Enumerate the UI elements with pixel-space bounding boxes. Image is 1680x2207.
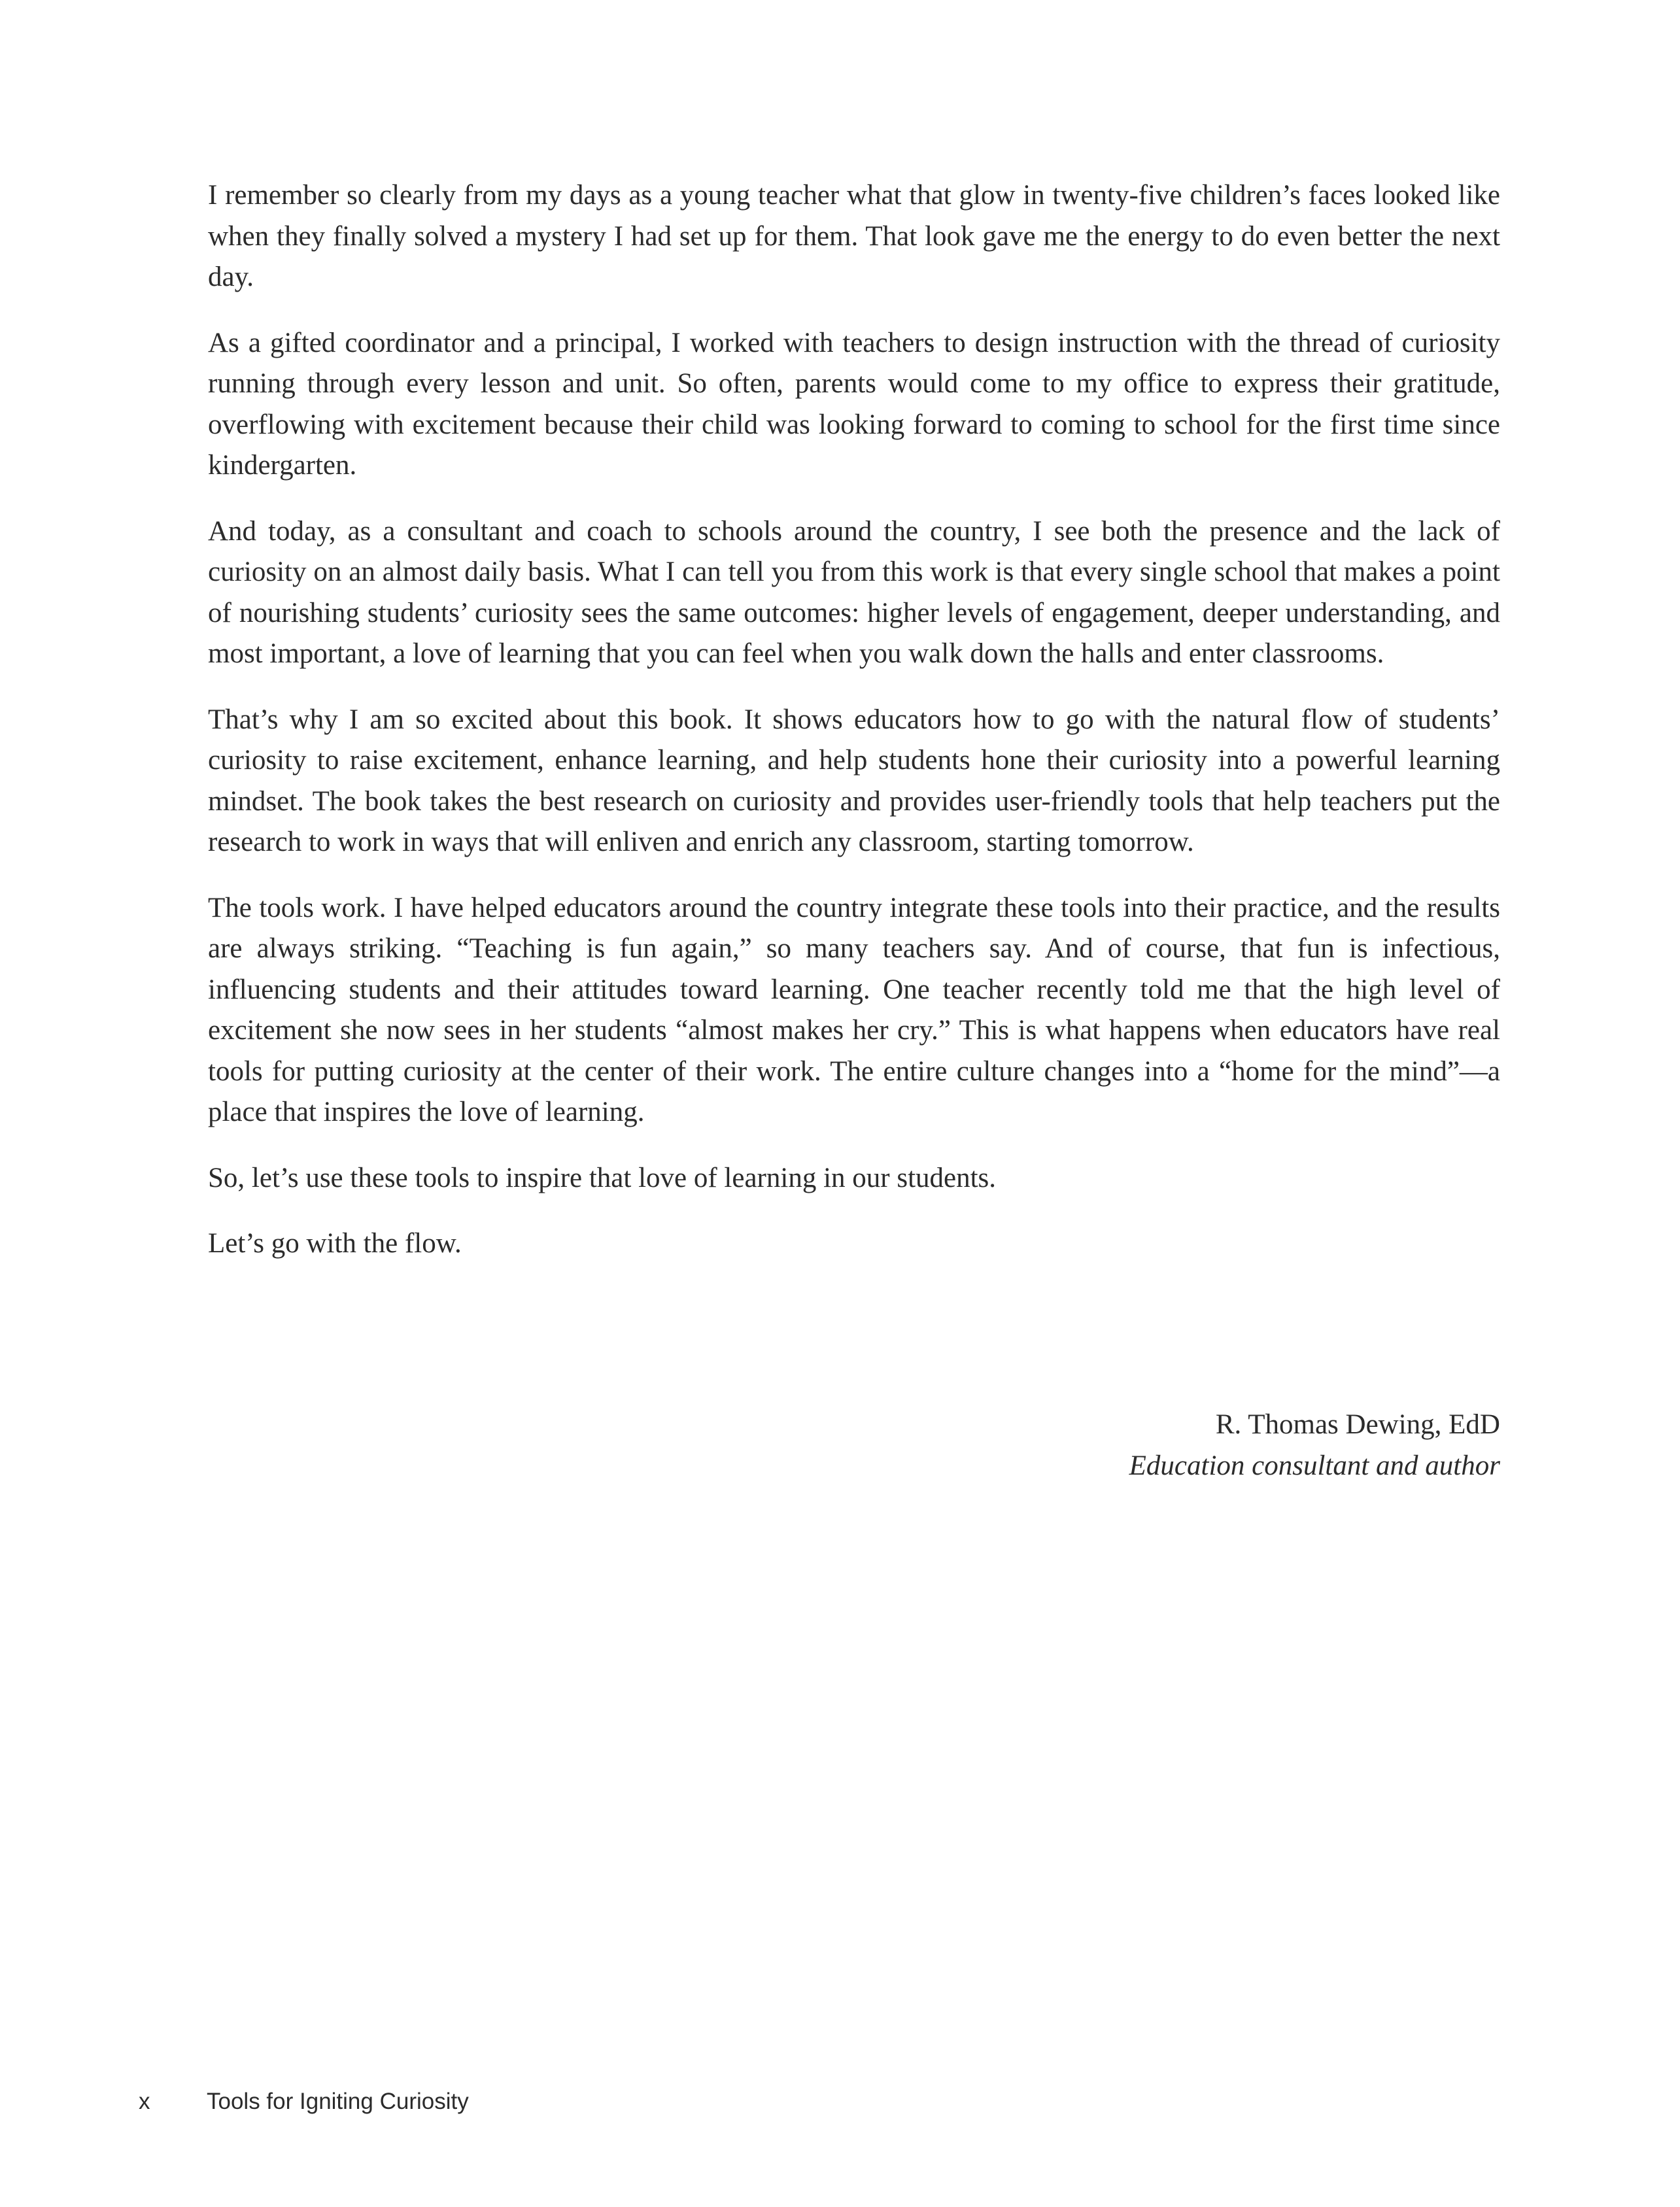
paragraph: As a gifted coordinator and a principal, I worked with teachers to design instruction with the thread of curiosity running through every lesson and unit. So often, parents would come to my office to express their gratitude, overflowing with excitement because their child was looking forward to coming to school for the first time since kindergarten. (208, 327, 1500, 481)
signature-block (650, 1405, 1500, 1486)
paragraph: The tools work. I have helped educators around the country integrate these tools into their practice, and the results are always striking. “Teaching is fun again,” so many teachers say. And of course, that fun is infectious, influencing students and their attitudes toward learning. One teacher recently told me that the high level of excitement she now sees in her students “almost makes her cry.” This is what happens when educators have real tools for putting curiosity at the center of their work. The entire culture changes into a “home for the mind”—a place that inspires the love of learning. (208, 892, 1500, 1127)
paragraph: That’s why I am so excited about this book. It shows educators how to go with the natural flow of students’ curiosity to raise excitement, enhance learning, and help students hone their curiosity into a powerful learning mindset. The book takes the best research on curiosity and provides user-friendly tools that help teachers put the research to work in ways that will enliven and enrich any classroom, starting tomorrow. (208, 704, 1500, 857)
author-name: R. Thomas Dewing, EdD (1215, 1409, 1500, 1440)
paragraph: Let’s go with the flow. (208, 1228, 462, 1259)
paragraph: And today, as a consultant and coach to schools around the country, I see both the presence and the lack of curiosity on an almost daily basis. What I can tell you from this work is that every single school that makes a point of nourishing students’ curiosity sees the same outcomes: higher levels of engagement, deeper understanding, and most important, a love of learning that you can feel when you walk down the halls and enter classrooms. (208, 515, 1500, 669)
paragraph: I remember so clearly from my days as a young teacher what that glow in twenty-five children’s faces looked like when they finally solved a mystery I had set up for them. That look gave me the energy to do even better the next day. (208, 180, 1500, 292)
paragraph: So, let’s use these tools to inspire that love of learning in our students. (208, 1162, 997, 1193)
running-title: Tools for Igniting Curiosity (207, 2089, 469, 2114)
foreword-body (208, 175, 1500, 1290)
page-number: x (139, 2089, 150, 2114)
page-footer (139, 2087, 469, 2116)
author-title: Education consultant and author (1129, 1450, 1500, 1481)
